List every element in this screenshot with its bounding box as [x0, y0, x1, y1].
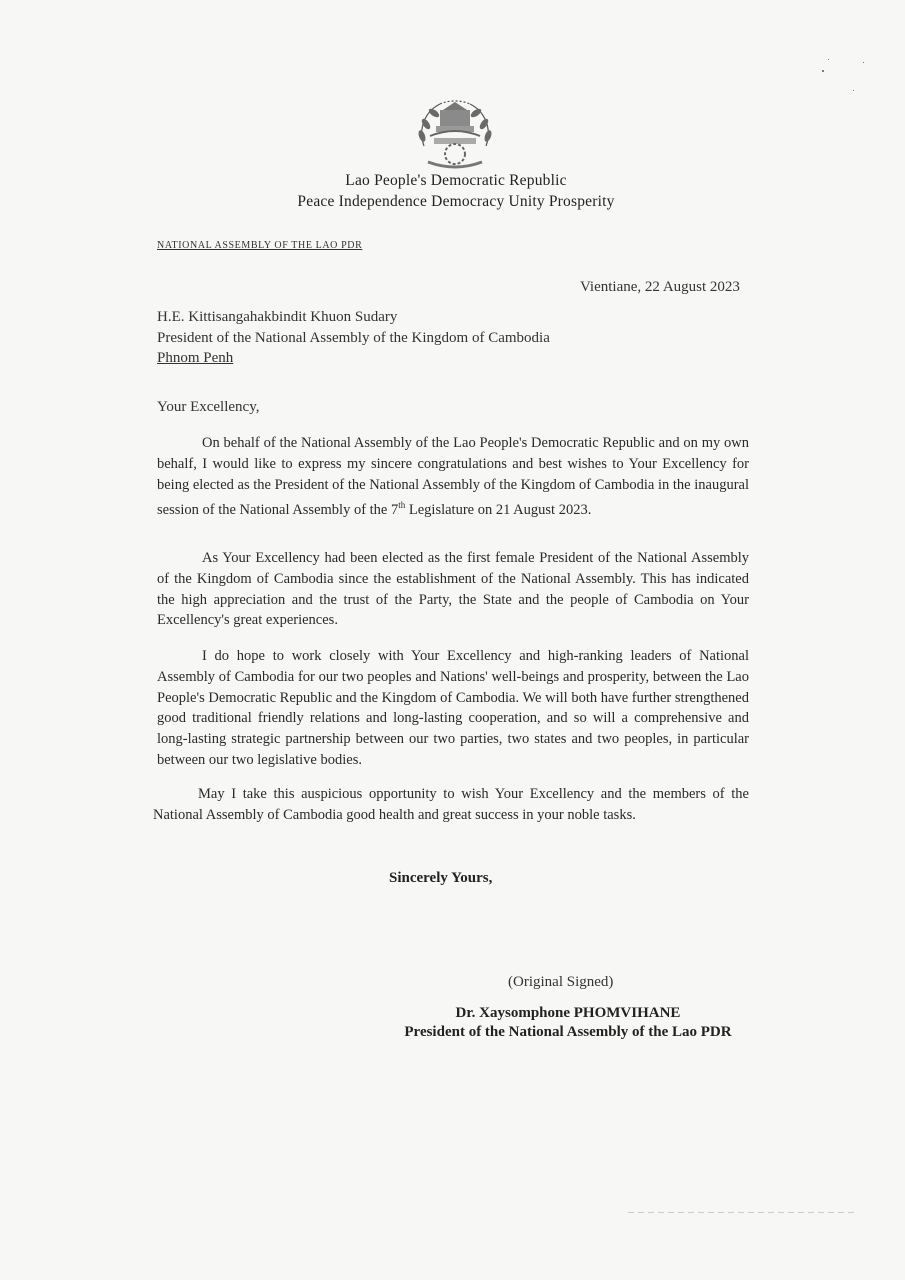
paragraph-1: [157, 433, 749, 521]
scan-speck: [822, 70, 824, 72]
ordinal-suffix: th: [398, 500, 406, 511]
paragraph-2: As Your Excellency had been elected as the first female President of the National Assembly of the Kingdom of Cambodia since the establishment of the National Assembly. This has indicated the high appreciation and the trust of the Party, the State and the people of Cambodia on Your Excellency's great experiences.: [157, 550, 749, 629]
original-signed-note: (Original Signed): [508, 974, 614, 990]
salutation: Your Excellency,: [157, 399, 260, 415]
letter-date: Vientiane, 22 August 2023: [580, 279, 740, 295]
lao-national-emblem-icon: [410, 96, 500, 174]
signer-name: Dr. Xaysomphone PHOMVIHANE: [455, 1005, 681, 1021]
national-motto: Peace Independence Democracy Unity Prosperity: [297, 193, 615, 210]
organization-name: NATIONAL ASSEMBLY OF THE LAO PDR: [157, 240, 363, 251]
paragraph-1-text: On behalf of the National Assembly of the Lao People's Democratic Republic and on my own behalf, I would like to express my sincere congratulations and best wishes to Your Excellency for being elected as the President of the National Assembly of the Kingdom of Cambodia in the inaugural session of the National Assembly of the 7: [157, 435, 749, 519]
recipient-city: Phnom Penh: [157, 350, 234, 366]
closing: Sincerely Yours,: [389, 870, 493, 886]
recipient-title: President of the National Assembly of the Kingdom of Cambodia: [157, 330, 550, 346]
scan-edge-line: [628, 1212, 856, 1213]
recipient-name: H.E. Kittisangahakbindit Khuon Sudary: [157, 309, 398, 325]
scan-speck: [828, 59, 829, 60]
paragraph-4: May I take this auspicious opportunity to wish Your Excellency and the members of the National Assembly of Cambodia good health and great success in your noble tasks.: [153, 786, 749, 823]
signer-title: President of the National Assembly of the Lao PDR: [404, 1024, 732, 1040]
paragraph-1-end: Legislature on 21 August 2023.: [405, 502, 592, 519]
paragraph-3: I do hope to work closely with Your Excellency and high-ranking leaders of National Assembly of Cambodia for our two peoples and Nations' well-beings and prosperity, between the Lao People's Democratic Republic and the Kingdom of Cambodia. We will both have further strengthened good traditional friendly relations and long-lasting cooperation, and so will a comprehensive and long-lasting strategic partnership between our two parties, two states and two peoples, in particular between our two legislative bodies.: [157, 648, 749, 768]
scan-speck: [863, 62, 864, 63]
country-name: Lao People's Democratic Republic: [345, 172, 567, 189]
scan-speck: [853, 90, 854, 91]
